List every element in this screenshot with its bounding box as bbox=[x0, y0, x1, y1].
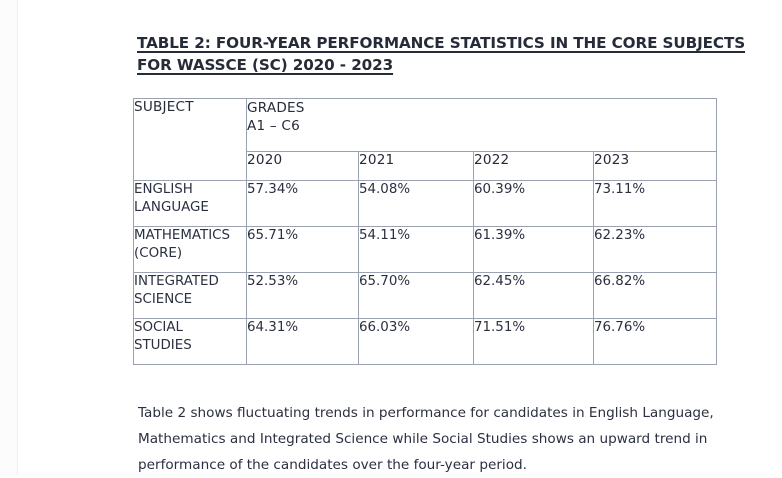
subject-line: ENGLISH bbox=[134, 182, 193, 197]
cell-social-2020: 64.31% bbox=[247, 319, 359, 365]
cell-english-2023: 73.11% bbox=[594, 181, 717, 227]
cell-science-2022: 62.45% bbox=[474, 273, 594, 319]
page-title-line-1: TABLE 2: FOUR-YEAR PERFORMANCE STATISTICS IN THE CORE SUBJECTS bbox=[137, 34, 746, 52]
table-row bbox=[134, 181, 717, 227]
page-title bbox=[137, 33, 746, 76]
cell-social-2021: 66.03% bbox=[359, 319, 474, 365]
cell-english-2020: 57.34% bbox=[247, 181, 359, 227]
row-subject-english-language bbox=[134, 181, 247, 227]
page-title-line-2: FOR WASSCE (SC) 2020 - 2023 bbox=[137, 55, 394, 74]
cell-science-2021: 65.70% bbox=[359, 273, 474, 319]
column-header-subject: SUBJECT bbox=[134, 99, 247, 181]
column-header-grades bbox=[247, 99, 717, 152]
cell-mathematics-2021: 54.11% bbox=[359, 227, 474, 273]
table-body bbox=[134, 181, 717, 365]
subject-line: MATHEMATICS bbox=[134, 228, 231, 243]
row-subject-social-studies bbox=[134, 319, 247, 365]
column-header-year-2020: 2020 bbox=[247, 152, 359, 181]
subject-line: SCIENCE bbox=[134, 291, 193, 307]
table-row bbox=[134, 227, 717, 273]
cell-social-2023: 76.76% bbox=[594, 319, 717, 365]
subject-line: SOCIAL bbox=[134, 320, 183, 335]
subject-line: INTEGRATED bbox=[134, 274, 219, 289]
grades-header-line-2: A1 – C6 bbox=[247, 118, 300, 134]
row-subject-mathematics-core bbox=[134, 227, 247, 273]
table-head bbox=[134, 99, 717, 181]
cell-science-2020: 52.53% bbox=[247, 273, 359, 319]
table-row bbox=[134, 319, 717, 365]
column-header-year-2021: 2021 bbox=[359, 152, 474, 181]
cell-mathematics-2022: 61.39% bbox=[474, 227, 594, 273]
subject-line: STUDIES bbox=[134, 337, 192, 353]
table-header-row-grades bbox=[134, 99, 717, 152]
cell-mathematics-2023: 62.23% bbox=[594, 227, 717, 273]
subject-line: (CORE) bbox=[134, 245, 183, 261]
cell-mathematics-2020: 65.71% bbox=[247, 227, 359, 273]
cell-science-2023: 66.82% bbox=[594, 273, 717, 319]
column-header-year-2023: 2023 bbox=[594, 152, 717, 181]
cell-english-2022: 60.39% bbox=[474, 181, 594, 227]
column-header-year-2022: 2022 bbox=[474, 152, 594, 181]
cell-english-2021: 54.08% bbox=[359, 181, 474, 227]
performance-statistics-table bbox=[133, 98, 717, 365]
row-subject-integrated-science bbox=[134, 273, 247, 319]
table-summary-paragraph: Table 2 shows fluctuating trends in performance for candidates in English Language, Mathematics and Integrated Science while Social Studies shows an upward trend in performance of the candidates over the four-year period. bbox=[138, 404, 714, 473]
subject-line: LANGUAGE bbox=[134, 199, 209, 215]
table-row bbox=[134, 273, 717, 319]
grades-header-line-1: GRADES bbox=[247, 100, 305, 116]
cell-social-2022: 71.51% bbox=[474, 319, 594, 365]
